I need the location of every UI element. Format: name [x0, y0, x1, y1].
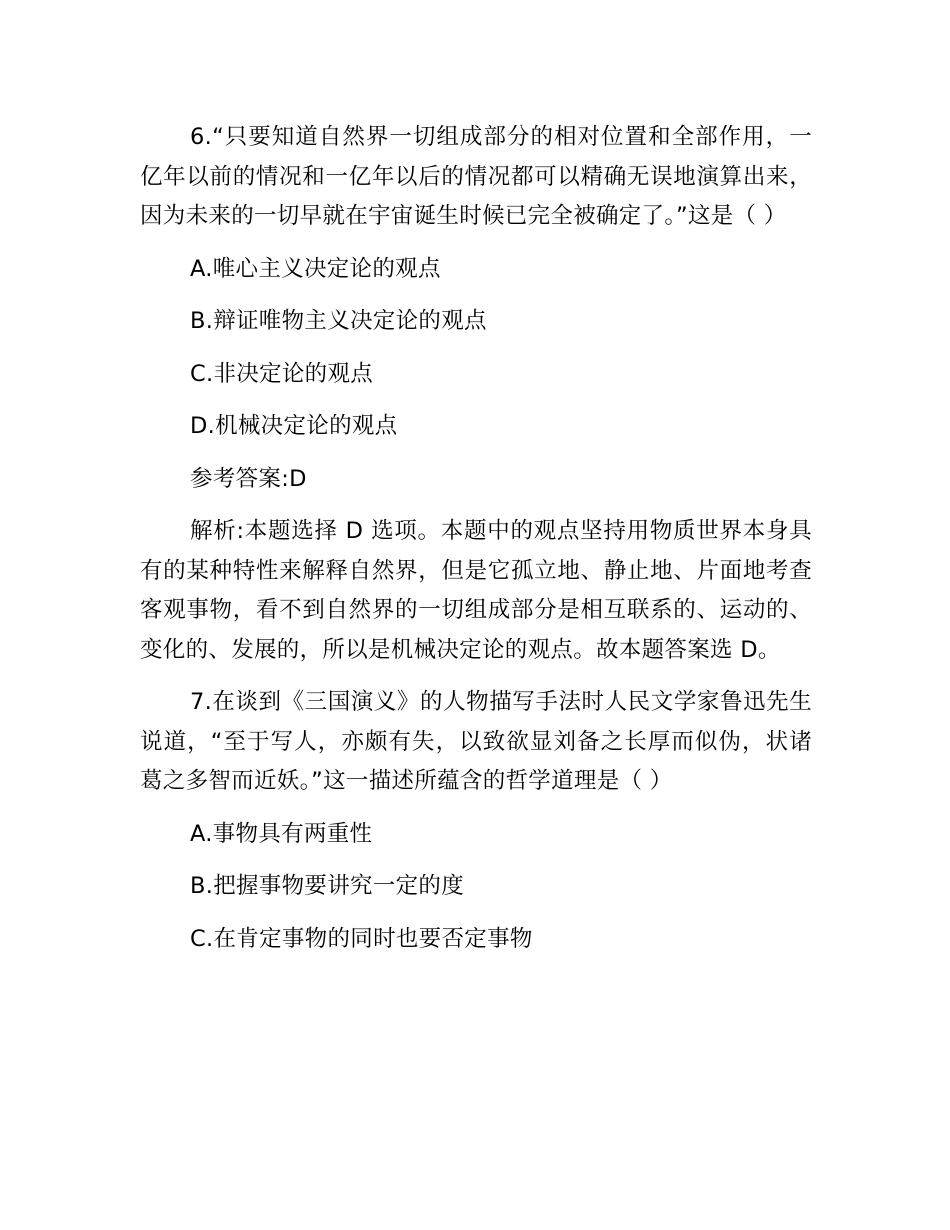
- document-page: [140, 118, 812, 972]
- question-6-option-a: A.唯心主义决定论的观点: [190, 255, 441, 282]
- question-7-option-a: A.事物具有两重性: [190, 820, 373, 847]
- question-6-option-b: B.辩证唯物主义决定论的观点: [190, 308, 487, 334]
- question-6-option-d: D.机械决定论的观点: [190, 413, 398, 439]
- question-6-answer: 参考答案:D: [190, 465, 307, 492]
- question-6-option-c: C.非决定论的观点: [190, 360, 374, 387]
- question-7-stem: 7.在谈到《三国演义》的人物描写手法时人民文学家鲁迅先生说道，“至于写人，亦颇有失，以致欲显刘备之长厚而似伪，状诸葛之多智而近妖。”这一描述所蕴含的哲学道理是（ ）: [140, 689, 812, 794]
- question-7-option-c: C.在肯定事物的同时也要否定事物: [190, 925, 533, 952]
- question-7-option-b: B.把握事物要讲究一定的度: [190, 873, 464, 899]
- question-6-stem: 6.“只要知道自然界一切组成部分的相对位置和全部作用，一亿年以前的情况和一亿年以后的情况都可以精确无误地演算出来，因为未来的一切早就在宇宙诞生时候已完全被确定了。”这是（ ）: [140, 124, 812, 229]
- question-6-analysis: 解析:本题选择 D 选项。本题中的观点坚持用物质世界本身具有的某种特性来解释自然界，但是它孤立地、静止地、片面地考查客观事物，看不到自然界的一切组成部分是相互联系的、运动的、变化的、发展的，所以是机械决定论的观点。故本题答案选 D。: [140, 518, 812, 663]
